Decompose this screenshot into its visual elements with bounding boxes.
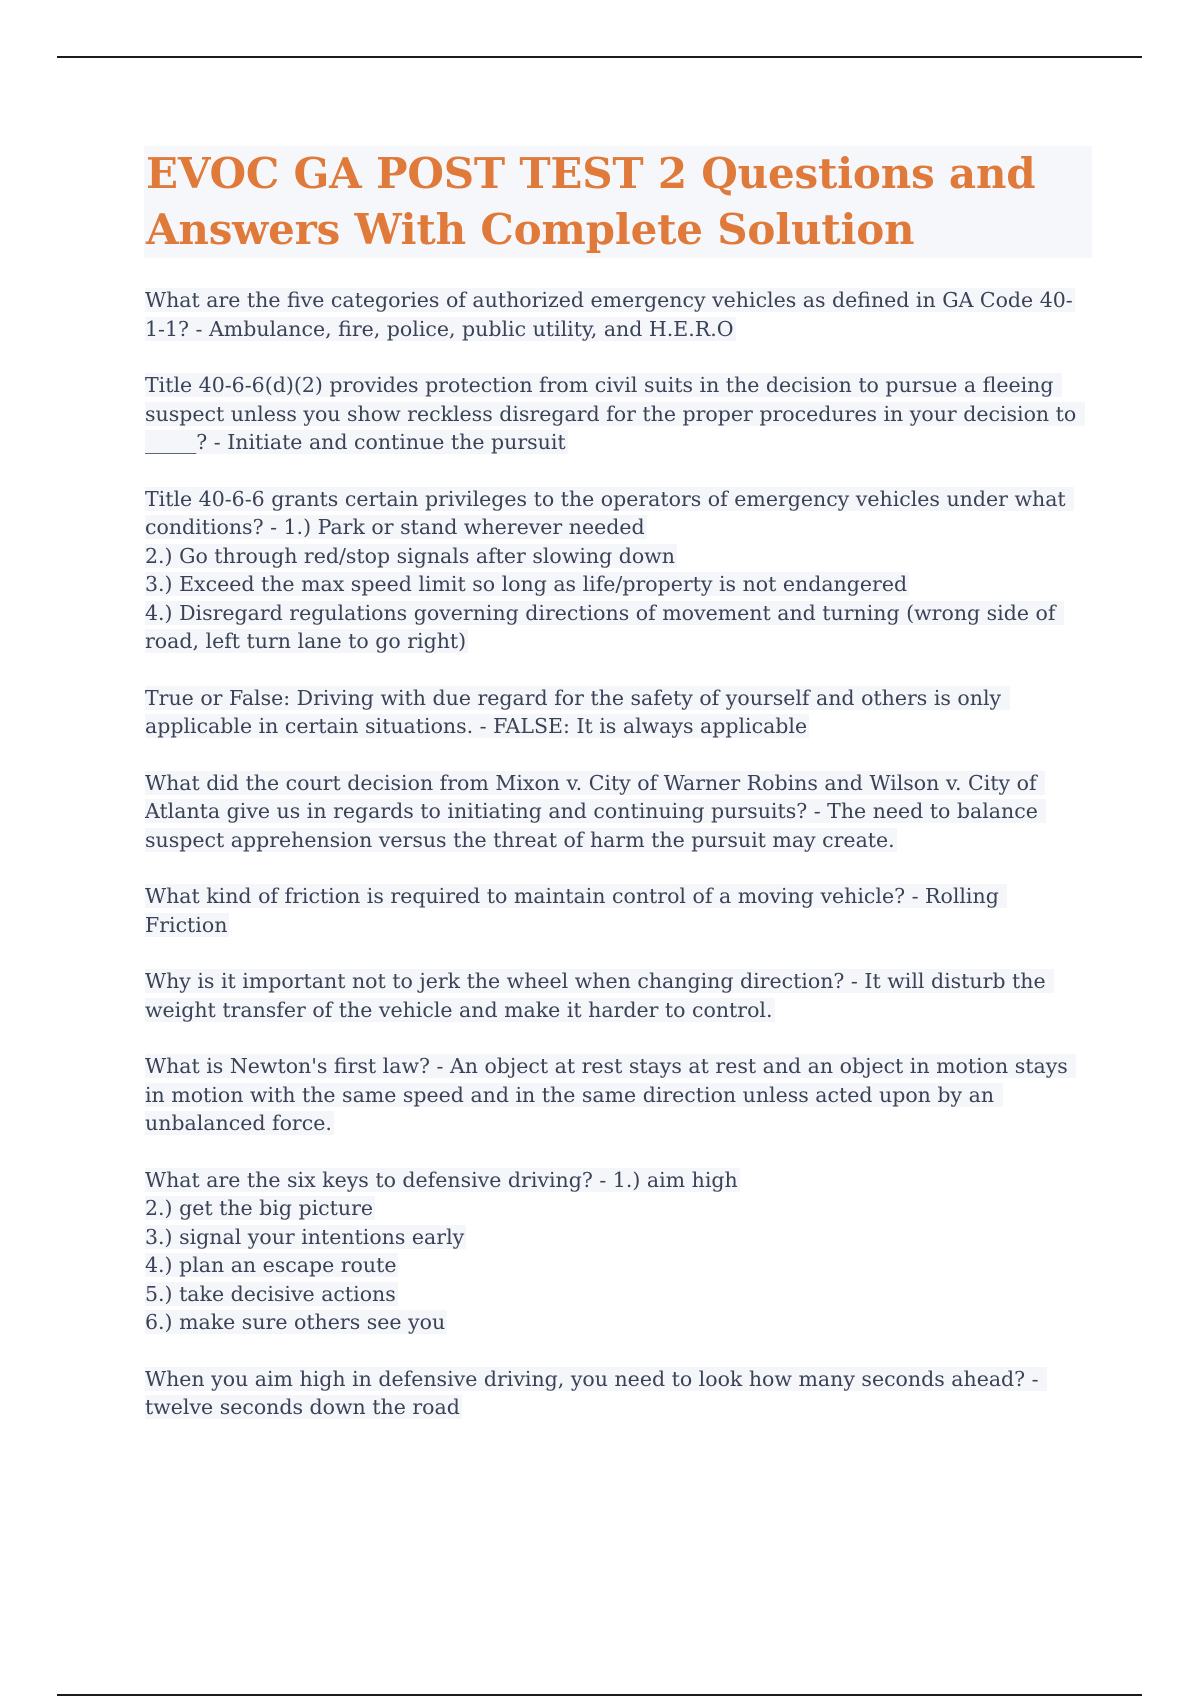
qa-text: Why is it important not to jerk the wheel when changing direction? - It will disturb the weight transfer of the vehicle and make it harder to control. <box>145 969 1053 1022</box>
qa-text: True or False: Driving with due regard for the safety of yourself and others is only applicable in certain situations. - FALSE: It is always applicable <box>145 685 1008 738</box>
qa-text: What kind of friction is required to maintain control of a moving vehicle? - Rolling Friction <box>145 884 1006 937</box>
qa-item-7 <box>145 967 1085 1024</box>
qa-item-4 <box>145 684 1085 741</box>
qa-item-3 <box>145 485 1085 656</box>
qa-item-1 <box>145 286 1085 343</box>
qa-item-9 <box>145 1166 1085 1337</box>
qa-text: What are the six keys to defensive driving? - 1.) aim high 2.) get the big picture 3.) signal your intentions early 4.) plan an escape route 5.) take decisive actions 6.) make sure others see you <box>145 1167 738 1334</box>
qa-text: What are the five categories of authorized emergency vehicles as defined in GA Code 40-1-1? - Ambulance, fire, police, public utility, and H.E.R.O <box>145 288 1073 341</box>
qa-list <box>145 286 1085 1450</box>
document-title: EVOC GA POST TEST 2 Questions and Answers With Complete Solution <box>146 149 1036 254</box>
qa-text: Title 40-6-6 grants certain privileges to the operators of emergency vehicles under what conditions? - 1.) Park or stand wherever needed 2.) Go through red/stop signals after slowing down 3.) Exceed the max speed limit so long as life/property is not endangered 4.) Disregard regulations governing directions of movement and turning (wrong side of road, left turn lane to go right) <box>145 487 1074 654</box>
qa-text: Title 40-6-6(d)(2) provides protection from civil suits in the decision to pursue a fleeing suspect unless you show reckless disregard for the proper procedures in your decision to _____? - Initiate and continue the pursuit <box>145 373 1083 454</box>
qa-item-10 <box>145 1365 1085 1422</box>
bottom-rule <box>57 1694 1142 1696</box>
qa-item-5 <box>145 769 1085 855</box>
qa-text: What did the court decision from Mixon v. City of Warner Robins and Wilson v. City of Atlanta give us in regards to initiating and continuing pursuits? - The need to balance suspect apprehension versus the threat of harm the pursuit may create. <box>145 770 1045 852</box>
qa-text: What is Newton's first law? - An object at rest stays at rest and an object in motion stays in motion with the same speed and in the same direction unless acted upon by an unbalanced force. <box>145 1054 1075 1135</box>
qa-item-6 <box>145 882 1085 939</box>
qa-text: When you aim high in defensive driving, you need to look how many seconds ahead? - twelve seconds down the road <box>145 1366 1046 1419</box>
top-rule <box>57 56 1142 58</box>
qa-item-2 <box>145 371 1085 457</box>
qa-item-8 <box>145 1052 1085 1138</box>
